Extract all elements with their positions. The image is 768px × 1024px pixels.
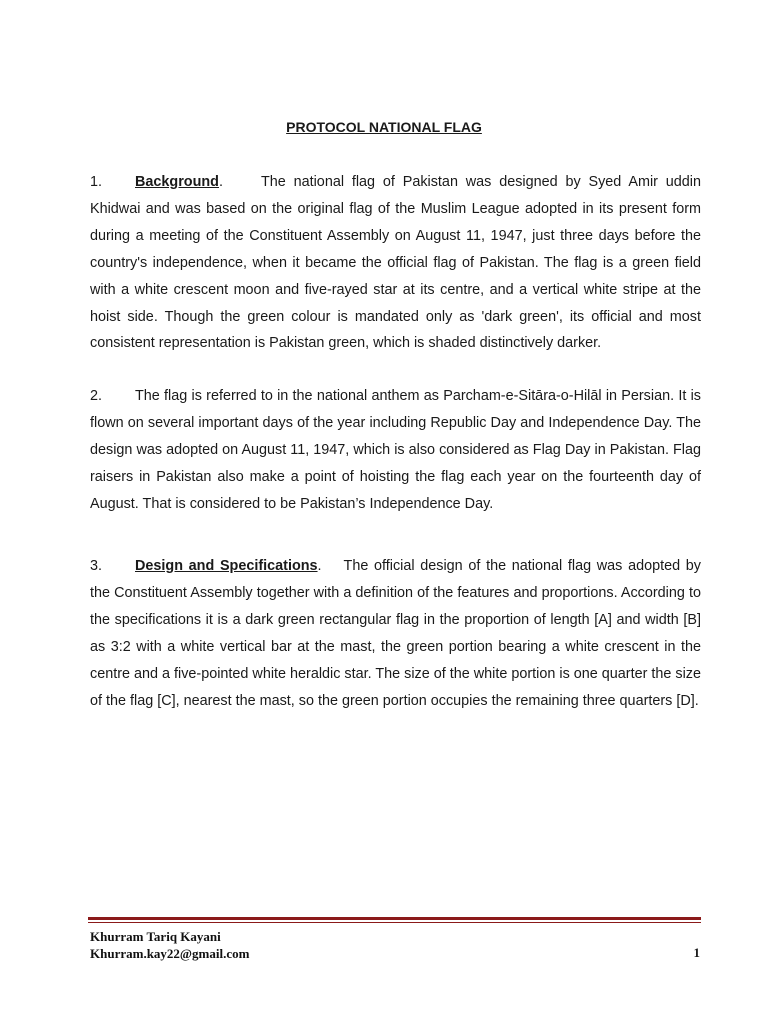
paragraph-number: 2. [90, 388, 103, 404]
document-title: PROTOCOL NATIONAL FLAG [286, 119, 482, 135]
paragraph-heading: Design and Specifications [135, 558, 318, 574]
heading-suffix: . [317, 558, 322, 574]
page-number: 1 [693, 945, 700, 960]
paragraph-number: 1. [90, 174, 103, 190]
paragraph-anthem [90, 383, 701, 518]
footer-rule [88, 917, 701, 920]
footer-email: Khurram.kay22@gmail.com [90, 946, 250, 961]
footer-rule-thin [88, 922, 701, 923]
paragraph-design [90, 553, 701, 714]
paragraph-text: The national flag of Pakistan was designed by Syed Amir uddin Khidwai and was based on the original flag of the Muslim League adopted in its present form during a meeting of the Constituent Assembly on August 11, 1947, just three days before the country's independence, when it became the official flag of Pakistan. The flag is a green field with a white crescent moon and five-rayed star at its centre, and a vertical white stripe at the hoist side. Though the green colour is mandated only as 'dark green', its official and most consistent representation is Pakistan green, which is shaded distinctively darker. [90, 174, 701, 352]
paragraph-number: 3. [90, 558, 103, 574]
paragraph-text: The flag is referred to in the national anthem as Parcham-e-Sitāra-o-Hilāl in Persian. It is flown on several important days of the year including Republic Day and Independence Day. The design was adopted on August 11, 1947, which is also considered as Flag Day in Pakistan. Flag raisers in Pakistan also make a point of hoisting the flag each year on the fourteenth day of August. That is considered to be Pakistan’s Independence Day. [90, 388, 701, 512]
paragraph-heading: Background [135, 174, 219, 190]
footer-author: Khurram Tariq Kayani [90, 929, 221, 944]
paragraph-background [90, 169, 701, 357]
paragraph-text: The official design of the national flag was adopted by the Constituent Assembly together with a definition of the features and proportions. According to the specifications it is a dark green rectangular flag in the proportion of length [A] and width [B] as 3:2 with a white vertical bar at the mast, the green portion bearing a white crescent in the centre and a five-pointed white heraldic star. The size of the white portion is one quarter the size of the flag [C], nearest the mast, so the green portion occupies the remaining three quarters [D]. [90, 558, 701, 709]
heading-suffix: . [218, 174, 223, 190]
page-footer [90, 928, 701, 962]
